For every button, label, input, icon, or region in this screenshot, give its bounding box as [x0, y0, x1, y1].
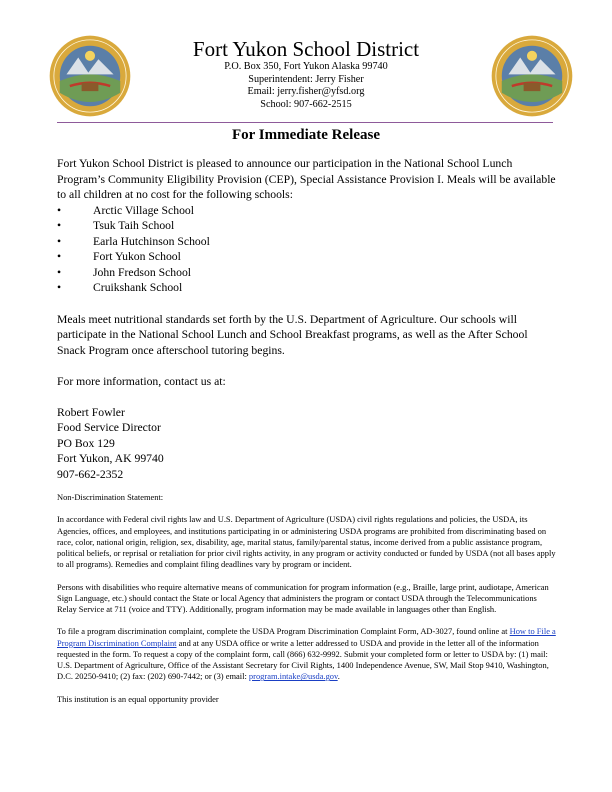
contact-intro: For more information, contact us at: — [57, 374, 226, 388]
school-name: Earla Hutchinson School — [93, 234, 210, 248]
school-name: John Fredson School — [93, 265, 192, 279]
district-address: P.O. Box 350, Fort Yukon Alaska 99740 — [224, 61, 388, 72]
email-line: Email: jerry.fisher@yfsd.org — [247, 86, 365, 98]
school-list-item — [57, 218, 557, 234]
bullet-icon: • — [57, 265, 62, 279]
contact-city: Fort Yukon, AK 99740 — [57, 452, 164, 466]
contact-name: Robert Fowler — [57, 405, 125, 419]
equal-opportunity-line: This institution is an equal opportunity provider — [57, 693, 219, 704]
standards-paragraph: Meals meet nutritional standards set forth by the U.S. Department of Agriculture. Our schools will participate in the National School Lunch and School Breakfast programs, as well as the After School Snack Program once afterschool tutoring begins. — [57, 312, 528, 357]
district-name: Fort Yukon School District — [192, 37, 420, 61]
district-seal-right — [490, 34, 574, 118]
bullet-icon: • — [57, 281, 62, 295]
school-list-item — [57, 234, 557, 250]
press-release-body — [57, 156, 557, 482]
school-name: Arctic Village School — [93, 203, 194, 217]
nd-paragraph-3-text: . — [337, 671, 340, 682]
school-list-item — [57, 265, 557, 281]
nd-paragraph-3 — [57, 626, 557, 682]
complaint-form-link[interactable]: How to File a Program Discrimination Complaint — [57, 626, 556, 648]
school-list-item — [57, 249, 557, 265]
intro-paragraph: Fort Yukon School District is pleased to announce our participation in the National School Lunch Program’s Community Eligibility Provision (CEP), Special Assistance Provision I. Meals will be available to all children at no cost for the following schools: — [57, 157, 556, 201]
nd-paragraph-3-text: To file a program discrimination complaint, complete the USDA Program Discrimination Complaint Form, AD-3027, found online at — [57, 626, 510, 637]
nd-paragraph-2: Persons with disabilities who require alternative means of communication for program information (e.g., Braille, large print, audiotape, American Sign Language, etc.) should contact the State or local Agency that administers the program or contact USDA through the Telecommunications Relay Service at 711 (voice and TTY). Additionally, program information may be made available in languages other than English. — [57, 581, 549, 614]
district-seal-left — [48, 34, 132, 118]
release-title: For Immediate Release — [231, 127, 380, 143]
non-discrimination-statement — [57, 492, 557, 705]
contact-block — [57, 405, 557, 483]
superintendent-line: Superintendent: Jerry Fisher — [248, 73, 364, 85]
school-name: Cruikshank School — [93, 281, 183, 295]
school-name: Tsuk Taih School — [93, 219, 175, 233]
nd-paragraph-1: In accordance with Federal civil rights law and U.S. Department of Agriculture (USDA) civil rights regulations and policies, the USDA, its Agencies, offices, and employees, and institutions participating in or administering USDA programs are prohibited from discriminating based on race, color, national origin, religion, sex, disability, age, marital status, family/parental status, income derived from a public assistance program, political beliefs, or reprisal or retaliation for prior civil rights activity, in any program or activity conducted or funded by USDA (not all bases apply to all programs). Remedies and complaint filing deadlines vary by program or incident. — [57, 514, 556, 570]
school-list-item — [57, 203, 557, 219]
bullet-icon: • — [57, 234, 62, 248]
contact-title: Food Service Director — [57, 421, 161, 435]
header-divider — [57, 122, 553, 123]
letterhead — [140, 37, 472, 111]
contact-po-box: PO Box 129 — [57, 436, 115, 450]
phone-line: School: 907-662-2515 — [260, 98, 352, 110]
school-list — [57, 203, 557, 297]
usda-email-link[interactable]: program.intake@usda.gov — [248, 671, 338, 682]
contact-phone: 907-662-2352 — [57, 467, 124, 481]
bullet-icon: • — [57, 203, 62, 217]
nd-heading: Non-Discrimination Statement: — [57, 492, 164, 502]
bullet-icon: • — [57, 250, 62, 264]
bullet-icon: • — [57, 219, 62, 233]
nd-paragraph-3-text: and at any USDA office or write a letter addressed to USDA and provide in the letter all of the information requested in the form. To request a copy of the complaint form, call (866) 632-9992. Submit your completed form or letter to USDA by: (1) mail: U.S. Department of Agriculture, Office of the Assistant Secretary for Civil Rights, 1400 Independence Avenue, SW, Mail Stop 9410, Washington, D.C. 20250-9410; (2) fax: (202) 690-7442; or (3) email: — [57, 637, 549, 682]
school-list-item — [57, 280, 557, 296]
school-name: Fort Yukon School — [93, 250, 181, 264]
